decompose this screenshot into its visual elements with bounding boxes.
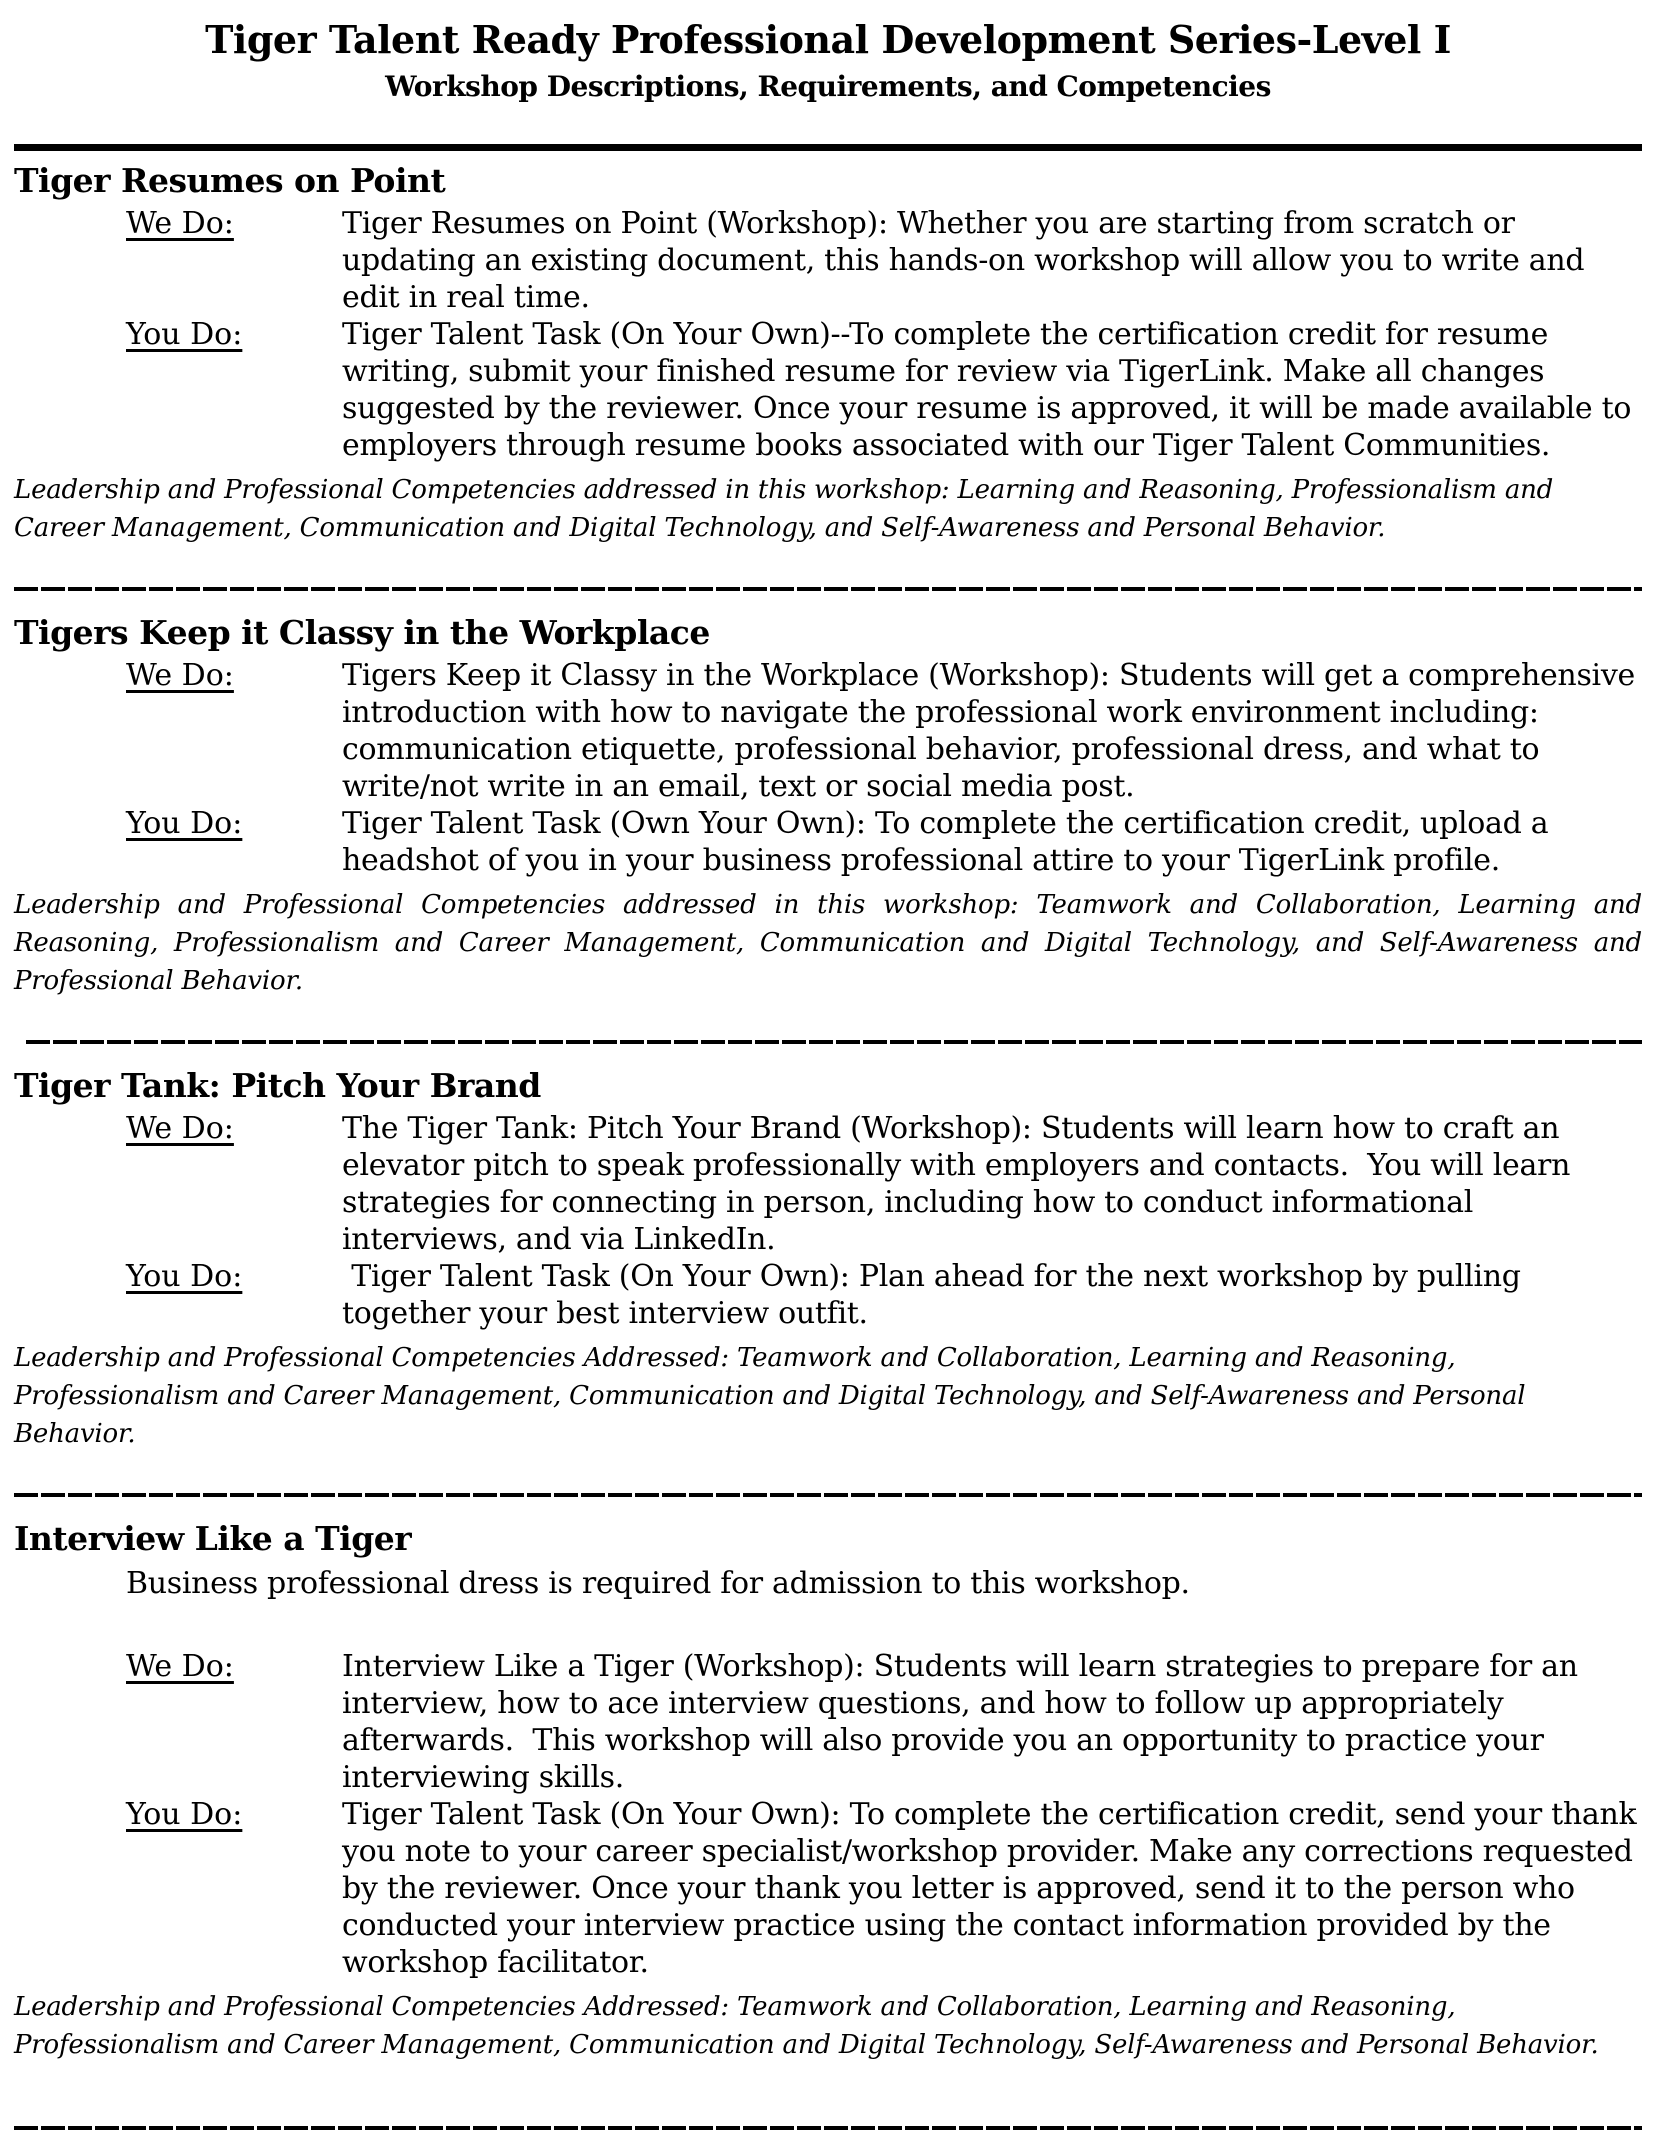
we-do-label: We Do: [126,1111,234,1146]
you-do-label: You Do: [126,806,243,841]
we-do-label-cell [126,1648,342,1796]
section-tiger-resumes-on-point [14,151,1642,547]
section-heading: Tiger Resumes on Point [14,161,446,200]
section-tiger-tank-pitch-your-brand [14,1056,1642,1453]
you-do-label-cell [126,316,342,464]
you-do-text: Tiger Talent Task (Own Your Own): To complete the certification credit, upload a headshot of you in your business professional attire to your TigerLink profile. [342,806,1558,878]
we-do-label-cell [126,1110,342,1258]
section-divider [26,1040,1642,1044]
you-do-row [14,805,1642,879]
section-divider [14,587,1642,591]
we-do-label: We Do: [126,658,234,693]
you-do-row [14,1258,1642,1332]
competencies-note: Leadership and Professional Competencies addressed in this workshop: Teamwork and Collaboration, Learning and Reasoning, Professionalism and Career Management, Communication and Digital Technology, and Self-Awareness and Professional Behavior. [14,890,1651,996]
we-do-label-cell [126,205,342,316]
doc-subtitle: Workshop Descriptions, Requirements, and Competencies [385,70,1271,103]
section-heading: Tiger Tank: Pitch Your Brand [14,1066,541,1105]
doc-title: Tiger Talent Ready Professional Development Series-Level I [205,17,1451,62]
you-do-text: Tiger Talent Task (On Your Own)--To complete the certification credit for resume writing, submit your finished resume for review via TigerLink. Make all changes suggested by the reviewer. Once your resume is approved, it will be made available to employers through resume books associated with our Tiger Talent Communities. [342,317,1641,463]
we-do-row [14,1110,1642,1258]
dress-requirement-note: Business professional dress is required for admission to this workshop. [126,1566,1190,1601]
we-do-text: The Tiger Tank: Pitch Your Brand (Workshop): Students will learn how to craft an elevator pitch to speak professionally with employers and contacts. You will learn strategies for connecting in person, including how to conduct informational interviews, and via LinkedIn. [342,1111,1580,1257]
you-do-text: Tiger Talent Task (On Your Own): To complete the certification credit, send your thank you note to your career specialist/workshop provider. Make any corrections requested by the reviewer. Once your thank you letter is approved, send it to the person who conducted your interview practice using the contact information provided by the workshop facilitator. [342,1797,1646,1980]
we-do-text: Tigers Keep it Classy in the Workplace (Workshop): Students will get a comprehensive introduction with how to navigate the professional work environment including: communication etiquette, professional behavior, professional dress, and what to write/not write in an email, text or social media post. [342,658,1645,804]
we-do-text: Interview Like a Tiger (Workshop): Students will learn strategies to prepare for an interview, how to ace interview questions, and how to follow up appropriately afterwards. This workshop will also provide you an opportunity to practice your interviewing skills. [342,1649,1587,1795]
blank-line-spacer [14,1602,1642,1648]
doc-header [14,10,1642,106]
we-do-row [14,1648,1642,1796]
section-divider [14,1493,1642,1497]
you-do-row [14,316,1642,464]
title-rule [14,144,1642,151]
section-heading: Tigers Keep it Classy in the Workplace [14,613,710,652]
we-do-label: We Do: [126,206,234,241]
you-do-text: Tiger Talent Task (On Your Own): Plan ahead for the next workshop by pulling together your best interview outfit. [342,1259,1530,1331]
you-do-row [14,1796,1646,1981]
you-do-label-cell [126,1258,342,1332]
you-do-label: You Do: [126,1797,243,1832]
we-do-label: We Do: [126,1649,234,1684]
we-do-row [14,205,1642,316]
you-do-label: You Do: [126,317,243,352]
you-do-label-cell [126,1796,342,1981]
you-do-label: You Do: [126,1259,243,1294]
we-do-row [14,657,1645,805]
we-do-text: Tiger Resumes on Point (Workshop): Whether you are starting from scratch or updating an existing document, this hands-on workshop will allow you to write and edit in real time. [342,206,1594,315]
bottom-divider [14,2126,1642,2130]
section-heading: Interview Like a Tiger [14,1519,412,1558]
you-do-label-cell [126,805,342,879]
we-do-label-cell [126,657,342,805]
competencies-note: Leadership and Professional Competencies addressed in this workshop: Learning and Reasoning, Professionalism and Career Management, Communication and Digital Technology, and Self-Awareness and Personal Behavior. [14,475,1562,543]
section-tigers-keep-it-classy [14,603,1651,1000]
section-interview-like-a-tiger [14,1509,1646,2064]
competencies-note: Leadership and Professional Competencies Addressed: Teamwork and Collaboration, Learning and Reasoning, Professionalism and Career Management, Communication and Digital Technology, Self-Awareness and Personal Behavior. [14,1992,1599,2060]
competencies-note: Leadership and Professional Competencies Addressed: Teamwork and Collaboration, Learning and Reasoning, Professionalism and Career Management, Communication and Digital Technology, and Self-Awareness and Personal Behavior. [14,1343,1534,1449]
